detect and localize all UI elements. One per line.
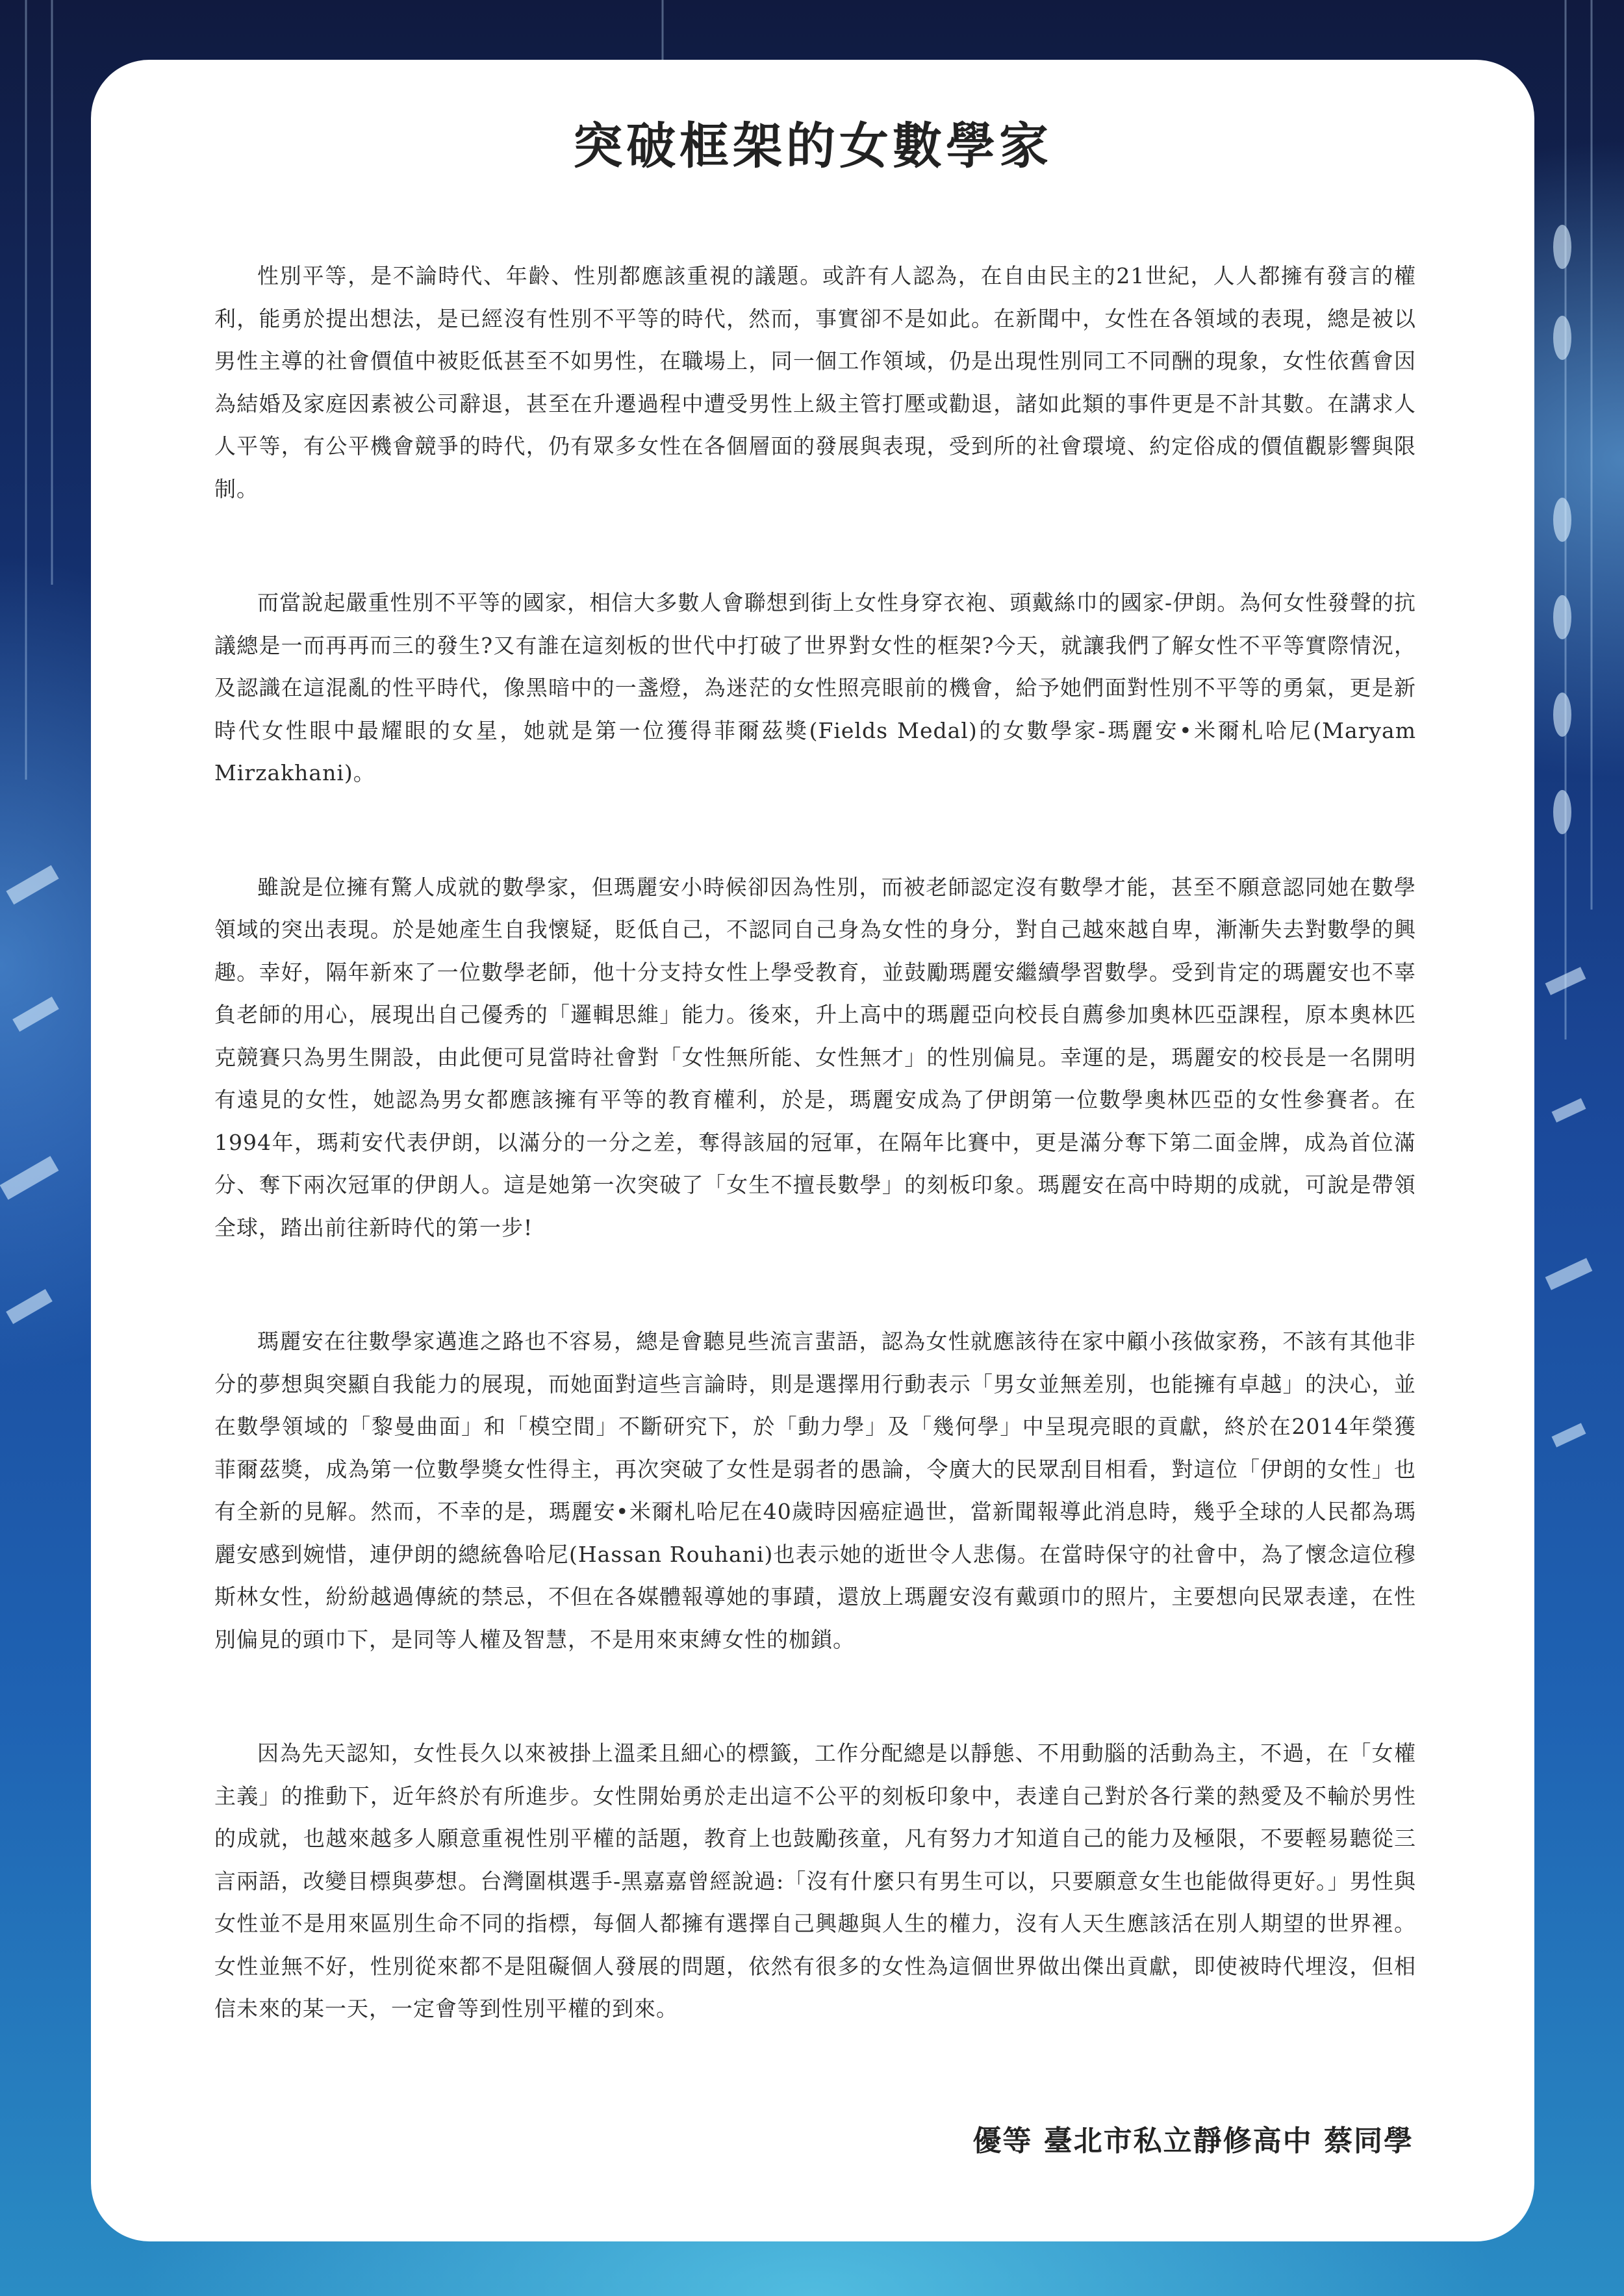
document-card [91,60,1534,2241]
paragraph-4: 瑪麗安在往數學家邁進之路也不容易，總是會聽見些流言蜚語，認為女性就應該待在家中顧小孩做家務，不該有其他非分的夢想與突顯自我能力的展現，而她面對這些言論時，則是選擇用行動表示「男女並無差別，也能擁有卓越」的決心，並在數學領域的「黎曼曲面」和「模空間」不斷研究下，於「動力學」及「幾何學」中呈現亮眼的貢獻，終於在2014年榮獲菲爾茲獎，成為第一位數學獎女性得主，再次突破了女性是弱者的愚論，令廣大的民眾刮目相看，對這位「伊朗的女性」也有全新的見解。然而，不幸的是，瑪麗安•米爾札哈尼在40歲時因癌症過世，當新聞報導此消息時，幾乎全球的人民都為瑪麗安感到婉惜，連伊朗的總統魯哈尼(Hassan Rouhani)也表示她的逝世令人悲傷。在當時保守的社會中，為了懷念這位穆斯林女性，紛紛越過傳統的禁忌，不但在各媒體報導她的事蹟，還放上瑪麗安沒有戴頭巾的照片，主要想向民眾表達，在性別偏見的頭巾下，是同等人權及智慧，不是用來束縛女性的枷鎖。 [214,1329,1416,1652]
paragraph-5: 因為先天認知，女性長久以來被掛上溫柔且細心的標籤，工作分配總是以靜態、不用動腦的活動為主，不過，在「女權主義」的推動下，近年終於有所進步。女性開始勇於走出這不公平的刻板印象中，表達自己對於各行業的熱愛及不輸於男性的成就，也越來越多人願意重視性別平權的話題，教育上也鼓勵孩童，凡有努力才知道自己的能力及極限，不要輕易聽從三言兩語，改變目標與夢想。台灣圍棋選手-黑嘉嘉曾經說過:「沒有什麼只有男生可以，只要願意女生也能做得更好。」男性與女性並不是用來區別生命不同的指標，每個人都擁有選擇自己興趣與人生的權力，沒有人天生應該活在別人期望的世界裡。女性並無不好，性別從來都不是阻礙個人發展的問題，依然有很多的女性為這個世界做出傑出貢獻，即使被時代埋沒，但相信未來的某一天，一定會等到性別平權的到來。 [214,1741,1416,2021]
author-signature: 優等 臺北市私立靜修高中 蔡同學 [972,2124,1414,2158]
document-body [214,255,1416,2102]
paragraph-3: 雖說是位擁有驚人成就的數學家，但瑪麗安小時候卻因為性別，而被老師認定沒有數學才能，甚至不願意認同她在數學領域的突出表現。於是她產生自我懷疑，貶低自己，不認同自己身為女性的身分，對自己越來越自卑，漸漸失去對數學的興趣。幸好，隔年新來了一位數學老師，他十分支持女性上學受教育，並鼓勵瑪麗安繼續學習數學。受到肯定的瑪麗安也不辜負老師的用心，展現出自己優秀的「邏輯思維」能力。後來，升上高中的瑪麗亞向校長自薦參加奧林匹亞課程，原本奧林匹克競賽只為男生開設，由此便可見當時社會對「女性無所能、女性無才」的性別偏見。幸運的是，瑪麗安的校長是一名開明有遠見的女性，她認為男女都應該擁有平等的教育權利，於是，瑪麗安成為了伊朗第一位數學奧林匹亞的女性參賽者。在1994年，瑪莉安代表伊朗，以滿分的一分之差，奪得該屆的冠軍，在隔年比賽中，更是滿分奪下第二面金牌，成為首位滿分、奪下兩次冠軍的伊朗人。這是她第一次突破了「女生不擅長數學」的刻板印象。瑪麗安在高中時期的成就，可說是帶領全球，踏出前往新時代的第一步! [214,874,1416,1240]
document-title: 突破框架的女數學家 [573,117,1052,175]
paragraph-1: 性別平等，是不論時代、年齡、性別都應該重視的議題。或許有人認為，在自由民主的21世紀，人人都擁有發言的權利，能勇於提出想法，是已經沒有性別不平等的時代，然而，事實卻不是如此。在新聞中，女性在各領域的表現，總是被以男性主導的社會價值中被貶低甚至不如男性，在職場上，同一個工作領域，仍是出現性別同工不同酬的現象，女性依舊會因為結婚及家庭因素被公司辭退，甚至在升遷過程中遭受男性上級主管打壓或勸退，諸如此類的事件更是不計其數。在講求人人平等，有公平機會競爭的時代，仍有眾多女性在各個層面的發展與表現，受到所的社會環境、約定俗成的價值觀影響與限制。 [214,263,1416,502]
paragraph-2: 而當說起嚴重性別不平等的國家，相信大多數人會聯想到街上女性身穿衣袍、頭戴絲巾的國家-伊朗。為何女性發聲的抗議總是一而再再而三的發生?又有誰在這刻板的世代中打破了世界對女性的框架?今天，就讓我們了解女性不平等實際情況，及認識在這混亂的性平時代，像黑暗中的一盞燈，為迷茫的女性照亮眼前的機會，給予她們面對性別不平等的勇氣，更是新時代女性眼中最耀眼的女星，她就是第一位獲得菲爾茲獎(Fields Medal)的女數學家-瑪麗安•米爾札哈尼(Maryam Mirzakhani)。 [214,590,1416,785]
